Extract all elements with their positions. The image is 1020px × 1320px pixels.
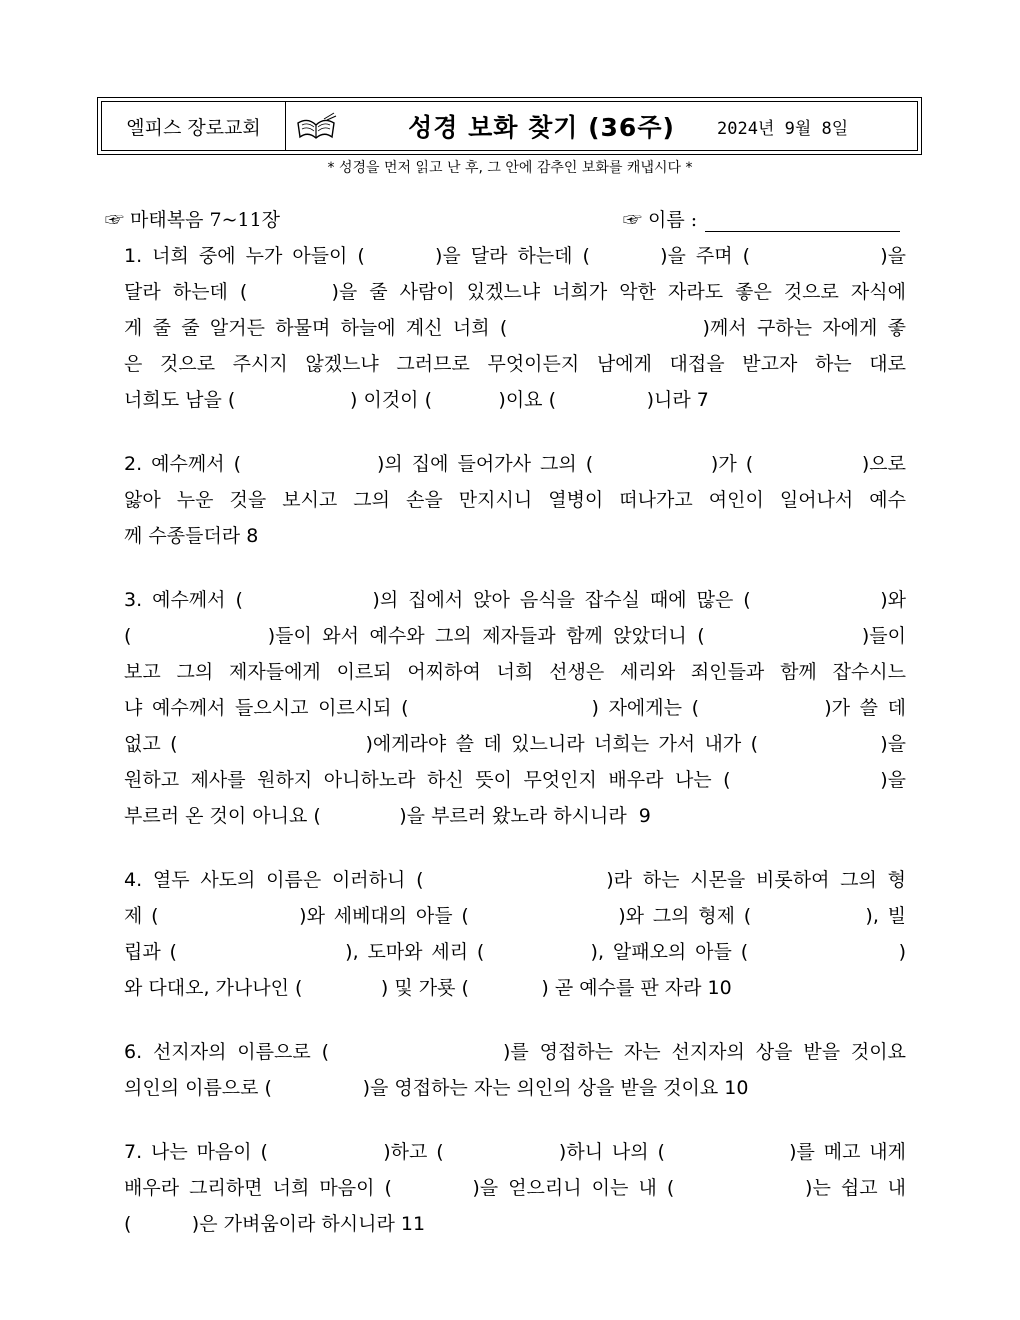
open-book-icon bbox=[286, 111, 346, 141]
question-1 bbox=[124, 238, 906, 418]
question-7 bbox=[124, 1134, 906, 1242]
text-line: 은 것으로 주시지 않겠느냐 그러므로 무엇이든지 남에게 대접을 받고자 하는 대로 bbox=[124, 353, 906, 375]
name-label: ☞ 이름 : bbox=[623, 209, 698, 231]
text-line: ( )들이 와서 예수와 그의 제자들과 함께 앉았더니 ( )들이 bbox=[124, 625, 906, 647]
text-line: 께 수종들더라 8 bbox=[124, 525, 259, 547]
text-line: 2. 예수께서 ( )의 집에 들어가사 그의 ( )가 ( )으로 bbox=[124, 453, 906, 475]
text-line: 너희도 남을 ( ) 이것이 ( )이요 ( )니라 7 bbox=[124, 389, 709, 411]
text-line: 게 줄 줄 알거든 하물며 하늘에 계신 너희 ( )께서 구하는 자에게 좋 bbox=[124, 317, 906, 339]
church-name: 엘피스 장로교회 bbox=[102, 102, 286, 150]
header-inner bbox=[101, 101, 918, 151]
text-line: 냐 예수께서 들으시고 이르시되 ( ) 자에게는 ( )가 쓸 데 bbox=[124, 697, 906, 719]
question-6 bbox=[124, 1034, 906, 1106]
text-line: 3. 예수께서 ( )의 집에서 앉아 음식을 잡수실 때에 많은 ( )와 bbox=[124, 589, 906, 611]
text-line: 앓아 누운 것을 보시고 그의 손을 만지시니 열병이 떠나가고 여인이 일어나서 예수 bbox=[124, 489, 906, 511]
text-line: 와 다대오, 가나나인 ( ) 및 가룟 ( ) 곧 예수를 판 자라 10 bbox=[124, 977, 732, 999]
text-line: 4. 열두 사도의 이름은 이러하니 ( )라 하는 시몬을 비롯하여 그의 형 bbox=[124, 869, 906, 891]
text-line: 립과 ( ), 도마와 세리 ( ), 알패오의 아들 ( ) bbox=[124, 941, 906, 963]
name-input-line[interactable] bbox=[705, 209, 900, 232]
text-line: 부르러 온 것이 아니요 ( )을 부르러 왔노라 하시니라 9 bbox=[124, 805, 651, 827]
text-line: 보고 그의 제자들에게 이르되 어찌하여 너희 선생은 세리와 죄인들과 함께 잡수시느 bbox=[124, 661, 906, 683]
text-line: 달라 하는데 ( )을 줄 사람이 있겠느냐 너희가 악한 자라도 좋은 것으로 자식에 bbox=[124, 281, 906, 303]
text-line: 6. 선지자의 이름으로 ( )를 영접하는 자는 선지자의 상을 받을 것이요 bbox=[124, 1041, 906, 1063]
question-3 bbox=[124, 582, 906, 834]
text-line: 원하고 제사를 원하지 아니하노라 하신 뜻이 무엇인지 배우라 나는 ( )을 bbox=[124, 769, 906, 791]
text-line: 제 ( )와 세베대의 아들 ( )와 그의 형제 ( ), 빌 bbox=[124, 905, 906, 927]
question-2 bbox=[124, 446, 906, 554]
header-box bbox=[97, 97, 922, 155]
text-line: 의인의 이름으로 ( )을 영접하는 자는 의인의 상을 받을 것이요 10 bbox=[124, 1077, 749, 1099]
text-line: 7. 나는 마음이 ( )하고 ( )하니 나의 ( )를 메고 내게 bbox=[124, 1141, 906, 1163]
quiz-content bbox=[124, 238, 906, 1270]
date-text: 2024년 9월 8일 bbox=[717, 118, 849, 139]
page-title: 성경 보화 찾기 (36주) bbox=[408, 113, 675, 142]
subtitle: * 성경을 먼저 읽고 난 후, 그 안에 감추인 보화를 캐냅시다 * bbox=[327, 160, 693, 176]
text-line: ( )은 가벼움이라 하시니라 11 bbox=[124, 1213, 426, 1235]
text-line: 배우라 그리하면 너희 마음이 ( )을 얻으리니 이는 내 ( )는 쉽고 내 bbox=[124, 1177, 906, 1199]
question-4 bbox=[124, 862, 906, 1006]
text-line: 1. 너희 중에 누가 아들이 ( )을 달라 하는데 ( )을 주며 ( )을 bbox=[124, 245, 906, 267]
name-field-row bbox=[623, 205, 900, 232]
chapter-label: ☞ 마태복음 7~11장 bbox=[105, 209, 281, 231]
text-line: 없고 ( )에게라야 쓸 데 있느니라 너희는 가서 내가 ( )을 bbox=[124, 733, 906, 755]
